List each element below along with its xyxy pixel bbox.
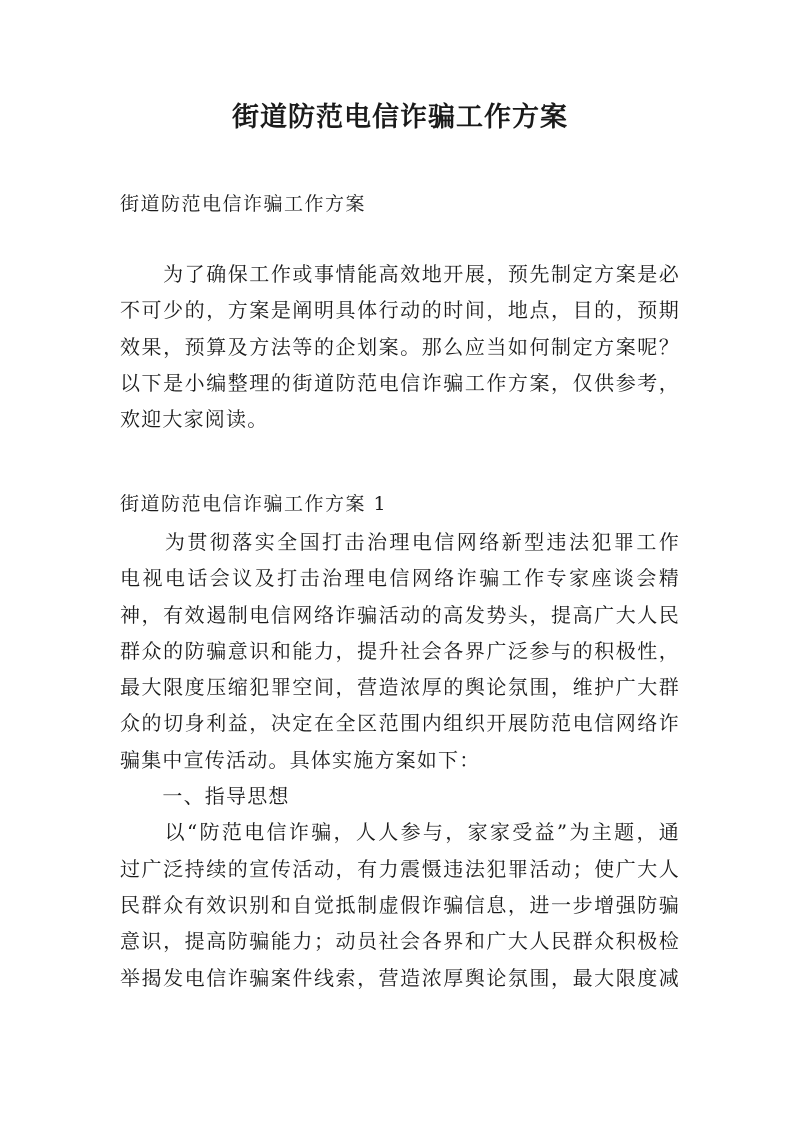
section-line: 最大限度压缩犯罪空间，营造浓厚的舆论氛围，维护广大群 <box>120 675 680 700</box>
intro-line: 为了确保工作或事情能高效地开展，预先制定方案是必 <box>120 262 680 286</box>
intro-paragraph <box>120 256 680 437</box>
intro-line: 效果，预算及方法等的企划案。那么应当如何制定方案呢？ <box>120 334 680 359</box>
intro-line: 以下是小编整理的街道防范电信诈骗工作方案，仅供参考， <box>120 370 680 395</box>
section-line: 以“防范电信诈骗，人人参与，家家受益”为主题，通 <box>120 820 680 845</box>
section-line: 为贯彻落实全国打击治理电信网络新型违法犯罪工作 <box>120 530 680 554</box>
intro-line: 欢迎大家阅读。 <box>120 407 269 432</box>
section-heading: 街道防范电信诈骗工作方案 1 <box>120 493 388 515</box>
subsection-heading: 一、指导思想 <box>120 784 290 809</box>
section-line: 众的切身利益，决定在全区范围内组织开展防范电信网络诈 <box>120 711 680 736</box>
section-line: 举揭发电信诈骗案件线索，营造浓厚舆论氛围，最大限度减 <box>120 965 680 990</box>
section-line: 神，有效遏制电信网络诈骗活动的高发势头，提高广大人民 <box>120 602 680 627</box>
document-subtitle: 街道防范电信诈骗工作方案 <box>120 193 367 215</box>
section-line: 骗集中宣传活动。具体实施方案如下： <box>120 747 481 772</box>
intro-line: 不可少的，方案是阐明具体行动的时间，地点，目的，预期 <box>120 298 680 323</box>
section-body <box>120 524 680 996</box>
document-title: 街道防范电信诈骗工作方案 <box>232 102 568 133</box>
section-line: 电视电话会议及打击治理电信网络诈骗工作专家座谈会精 <box>120 566 680 591</box>
section-line: 意识，提高防骗能力；动员社会各界和广大人民群众积极检 <box>120 929 680 954</box>
section-line: 民群众有效识别和自觉抵制虚假诈骗信息，进一步增强防骗 <box>120 892 680 917</box>
section-line: 过广泛持续的宣传活动，有力震慑违法犯罪活动；使广大人 <box>120 856 680 881</box>
section-line: 群众的防骗意识和能力，提升社会各界广泛参与的积极性， <box>120 638 680 663</box>
